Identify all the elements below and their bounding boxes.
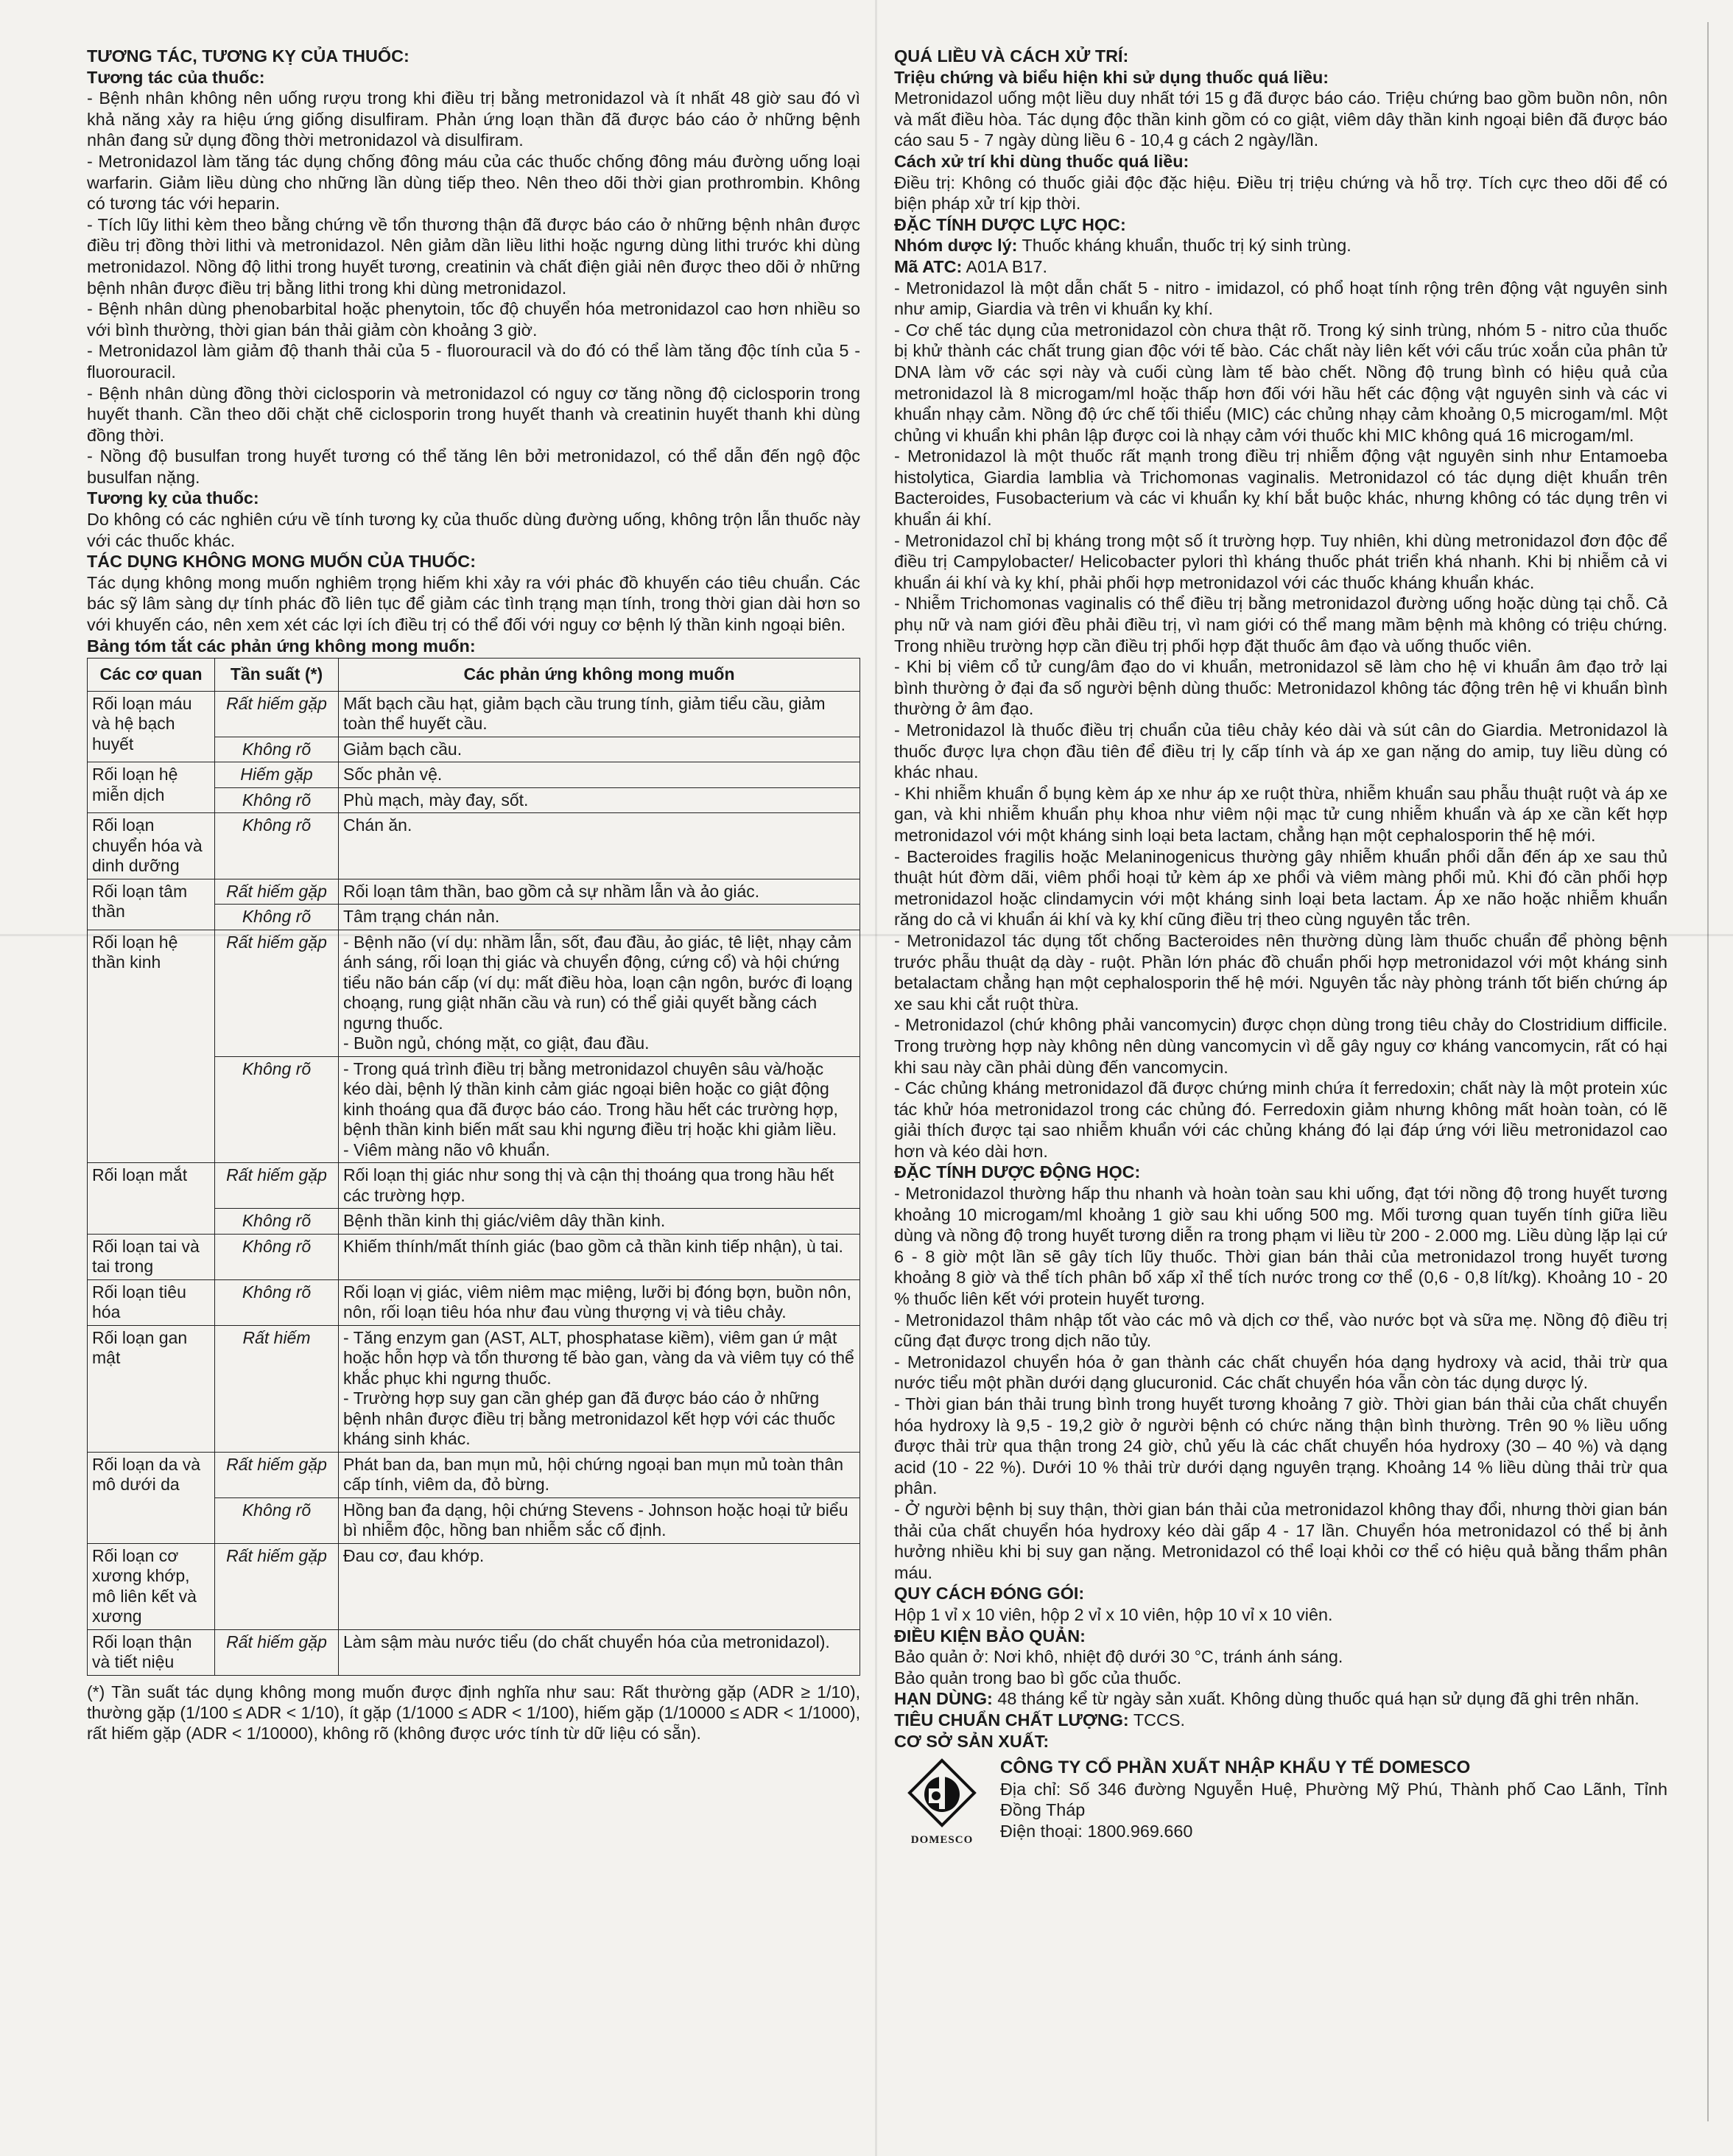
pharmacodynamics-paragraph: - Các chủng kháng metronidazol đã được chứng minh chứa ít ferredoxin; chất này là một protein xúc tác khử hóa metronidazol trong các chủng đó. Ferredoxin giảm nhưng không mất hoàn toàn, có lẽ giải thích được tại sao nhiễm khuẩn với các chủng kháng đó lại đáp ứng với liều metronidazol cao hơn và kéo dài hơn. [894,1078,1667,1161]
organ-cell: Rối loạn gan mật [88,1325,215,1452]
subheading-adverse-table: Bảng tóm tắt các phản ứng không mong muốn: [87,636,476,656]
reaction-cell: Khiếm thính/mất thính giác (bao gồm cả thần kinh tiếp nhận), ù tai. [339,1234,860,1279]
company-address: Địa chỉ: Số 346 đường Nguyễn Huệ, Phường Mỹ Phú, Thành phố Cao Lãnh, Tỉnh Đồng Tháp [1000,1779,1667,1820]
frequency-cell: Rất hiếm gặp [215,691,339,737]
heading-storage: ĐIỀU KIỆN BẢO QUẢN: [894,1626,1086,1646]
pharmacodynamics-paragraph: - Metronidazol là thuốc điều trị chuẩn của tiêu chảy kéo dài và sút cân do Giardia. Metronidazol là thuốc được lựa chọn đầu tiên để điều trị lỵ cấp tính và áp xe gan nặng do amip, tuy liều dùng có khác nhau. [894,720,1667,782]
atc-code [894,256,1667,278]
interaction-paragraph: - Metronidazol làm tăng tác dụng chống đông máu của các thuốc chống đông máu đường uống loại warfarin. Giảm liều dùng cho những lần dùng tiếp theo. Nên theo dõi thời gian prothrombin. Không có tương tác với heparin. [87,151,860,214]
interaction-paragraph: - Metronidazol làm giảm độ thanh thải của 5 - fluorouracil và do đó có thể làm tăng độc tính của 5 - fluorouracil. [87,341,860,382]
reaction-cell: - Tăng enzym gan (AST, ALT, phosphatase kiềm), viêm gan ứ mật hoặc hỗn hợp và tổn thương tế bào gan, vàng da và viêm tụy có thể khắc phục khi ngưng thuốc. - Trường hợp suy gan cần ghép gan đã được báo cáo ở những bệnh nhân được điều trị bằng metronidazol kết hợp với các thuốc kháng sinh khác. [339,1325,860,1452]
table-row [88,1543,860,1629]
frequency-cell: Không rõ [215,905,339,930]
organ-cell: Rối loạn mắt [88,1163,215,1235]
pharmacological-group [894,235,1667,256]
adverse-intro: Tác dụng không mong muốn nghiêm trọng hiếm khi xảy ra với phác đồ khuyến cáo tiêu chuẩn. Các bác sỹ lâm sàng dự tính phác đồ liên tục để giảm các tình trạng mạn tính, trong thời gian dài hơn so với khuyến cáo, nên xem xét các lợi ích điều trị có thể đối với nguy cơ bệnh lý thần kinh ngoại biên. [87,572,860,635]
heading-manufacturer: CƠ SỞ SẢN XUẤT: [894,1731,1050,1751]
frequency-cell: Rất hiếm gặp [215,1629,339,1675]
frequency-cell: Không rõ [215,1497,339,1543]
table-row [88,1325,860,1452]
heading-packaging: QUY CÁCH ĐÓNG GÓI: [894,1584,1085,1604]
packaging-text: Hộp 1 vỉ x 10 viên, hộp 2 vỉ x 10 viên, hộp 10 vỉ x 10 viên. [894,1604,1333,1624]
subheading-drug-interactions: Tương tác của thuốc: [87,67,265,87]
reaction-cell: Rối loạn thị giác như song thị và cận thị thoáng qua trong hầu hết các trường hợp. [339,1163,860,1209]
adverse-effects-table [87,658,860,1676]
interaction-paragraph: - Bệnh nhân không nên uống rượu trong khi điều trị bằng metronidazol và ít nhất 48 giờ sau đó vì khả năng xảy ra hiệu ứng giống disulfiram. Phản ứng loạn thần đã được báo cáo ở những bệnh nhân đang sử dụng đồng thời metronidazol và disulfiram. [87,88,860,150]
reaction-cell: Làm sậm màu nước tiểu (do chất chuyển hóa của metronidazol). [339,1629,860,1675]
organ-cell: Rối loạn thận và tiết niệu [88,1629,215,1675]
organ-cell: Rối loạn da và mô dưới da [88,1452,215,1543]
organ-cell: Rối loạn hệ miễn dịch [88,762,215,813]
pharmacodynamics-paragraph: - Metronidazol (chứ không phải vancomycin) được chọn dùng trong tiêu chảy do Clostridium difficile. Trong trường hợp này không nên dùng vancomycin vì dễ gây nguy cơ kháng vancomycin, rất có hại khi sau này cần phải dùng đến vancomycin. [894,1015,1667,1077]
logo-text: DOMESCO [910,1834,974,1847]
shelf-life-value: 48 tháng kể từ ngày sản xuất. Không dùng thuốc quá hạn sử dụng đã ghi trên nhãn. [997,1689,1639,1709]
interaction-paragraph: - Bệnh nhân dùng phenobarbital hoặc phenytoin, tốc độ chuyển hóa metronidazol cao hơn nhiều so với bình thường, thời gian bán thải giảm còn khoảng 3 giờ. [87,299,860,340]
atc-code-label: Mã ATC: [894,256,963,276]
table-row [88,1163,860,1209]
frequency-cell: Không rõ [215,813,339,879]
storage-text: Bảo quản trong bao bì gốc của thuốc. [894,1668,1182,1688]
interaction-paragraph: - Tích lũy lithi kèm theo bằng chứng về tổn thương thận đã được báo cáo ở những bệnh nhân được điều trị đồng thời lithi và metronidazol. Nên giảm dần liều lithi hoặc ngưng dùng lithi trước khi dùng metronidazol. Nồng độ lithi trong huyết tương, creatinin và chất điện giải nên được theo dõi ở những bệnh nhân được điều trị bằng lithi trong khi dùng metronidazol. [87,214,860,298]
domesco-logo-icon [907,1758,977,1828]
table-row [88,1452,860,1497]
right-column [894,46,1667,1851]
frequency-cell: Không rõ [215,1234,339,1279]
table-footnote: (*) Tần suất tác dụng không mong muốn được định nghĩa như sau: Rất thường gặp (ADR ≥ 1/10), thường gặp (1/100 ≤ ADR < 1/10), ít gặp (1/1000 ≤ ADR < 1/100), hiếm gặp (1/10000 ≤ ADR < 1/1000), rất hiếm gặp (ADR < 1/10000), không rõ (không được ước tính từ dữ liệu có sẵn). [87,1682,860,1743]
heading-adverse-effects: TÁC DỤNG KHÔNG MONG MUỐN CỦA THUỐC: [87,552,476,572]
table-row [88,691,860,737]
pharmacodynamics-paragraph: - Khi bị viêm cổ tử cung/âm đạo do vi khuẩn, metronidazol sẽ làm cho hệ vi khuẩn âm đạo trở lại bình thường ở đại đa số người bệnh dùng thuốc: Metronidazol không tác động trên hệ vi khuẩn bình thường ở âm đạo. [894,657,1667,719]
frequency-cell: Không rõ [215,1279,339,1325]
shelf-life [894,1688,1667,1710]
atc-code-value: A01A B17. [966,256,1048,276]
frequency-cell: Rất hiếm [215,1325,339,1452]
table-row [88,930,860,1056]
pharmacokinetics-paragraph: - Metronidazol thường hấp thu nhanh và hoàn toàn sau khi uống, đạt tới nồng độ trong huyết tương khoảng 10 microgam/ml khoảng 1 giờ sau khi uống 500 mg. Mối tương quan tuyến tính giữa liều dùng và nồng độ trong huyết tương diễn ra trong phạm vi liều từ 200 - 2.000 mg. Liều dùng lặp lại cứ 6 - 8 giờ một lần sẽ gây tích lũy thuốc. Thời gian bán thải của metronidazol trong huyết tương khoảng 8 giờ và thể tích phân bố xấp xỉ thể tích nước trong cơ thể (0,6 - 0,8 lít/kg). Khoảng 10 - 20 % thuốc liên kết với protein huyết tương. [894,1184,1667,1309]
company-name: CÔNG TY CỔ PHẦN XUẤT NHẬP KHẨU Y TẾ DOMESCO [1000,1758,1471,1778]
table-row [88,1279,860,1325]
quality-standard-label: TIÊU CHUẨN CHẤT LƯỢNG: [894,1710,1129,1730]
reaction-cell: - Bệnh não (ví dụ: nhầm lẫn, sốt, đau đầu, ảo giác, tê liệt, nhạy cảm ánh sáng, rối loạn thị giác và chuyển động, cứng cổ) và hội chứng tiểu não bán cấp (ví dụ: mất điều hòa, loạn cận ngôn, bước đi loạng choạng, rung giật nhãn cầu và run) có thể giải quyết bằng cách ngưng thuốc. - Buồn ngủ, chóng mặt, co giật, đau đầu. [339,930,860,1056]
organ-cell: Rối loạn tiêu hóa [88,1279,215,1325]
pharmacodynamics-paragraph: - Khi nhiễm khuẩn ổ bụng kèm áp xe như áp xe ruột thừa, nhiễm khuẩn sau phẫu thuật ruột và áp xe gan, và khi nhiễm khuẩn phụ khoa như viêm nội mạc tử cung nhiễm khuẩn và áp xe cần kết hợp metronidazol với một kháng sinh loại beta lactam, chẳng hạn một cephalosporin thế hệ mới. [894,783,1667,845]
pharmacokinetics-paragraph: - Metronidazol chuyển hóa ở gan thành các chất chuyển hóa dạng hydroxy và acid, thải trừ qua nước tiểu một phần dưới dạng glucuronid. Các chất chuyển hóa vẫn còn tác dụng dược lý. [894,1352,1667,1393]
frequency-cell: Rất hiếm gặp [215,1543,339,1629]
heading-pharmacodynamics: ĐẶC TÍNH DƯỢC LỰC HỌC: [894,214,1126,234]
table-row [88,1234,860,1279]
pharmacodynamics-paragraph: - Cơ chế tác dụng của metronidazol còn chưa thật rõ. Trong ký sinh trùng, nhóm 5 - nitro của thuốc bị khử thành các chất trung gian độc với tế bào. Các chất này liên kết với cấu trúc xoắn của phân tử DNA làm vỡ các sợi này và cuối cùng làm tế bào chết. Nồng độ trung bình có hiệu quả của metronidazol là 8 microgam/ml hoặc thấp hơn đối với hầu hết các động vật nguyên sinh và các vi khuẩn nhạy cảm. Nồng độ ức chế tối thiểu (MIC) các chủng nhạy cảm khoảng 0,5 microgam/ml. Một chủng vi khuẩn khi phân lập được coi là nhạy cảm với thuốc khi MIC không quá 16 microgam/ml. [894,320,1667,445]
frequency-cell: Rất hiếm gặp [215,930,339,1056]
reaction-cell: Chán ăn. [339,813,860,879]
frequency-cell: Rất hiếm gặp [215,1163,339,1209]
pharmacokinetics-paragraph: - Ở người bệnh bị suy thận, thời gian bán thải của metronidazol không thay đổi, nhưng thời gian bán thải của chất chuyển hóa hydroxy kéo dài gấp 4 - 17 lần. Chuyển hóa metronidazol có thể bị ảnh hưởng nhiều khi bị suy gan nặng. Metronidazol có thể loại khỏi cơ thể có hiệu quả bằng thẩm phân máu. [894,1499,1667,1582]
reaction-cell: - Trong quá trình điều trị bằng metronidazol chuyên sâu và/hoặc kéo dài, bệnh lý thần kinh cảm giác ngoại biên hoặc co giật động kinh thoáng qua đã được báo cáo. Trong hầu hết các trường hợp, bệnh thần kinh biến mất sau khi ngưng điều trị hoặc khi giảm liều. - Viêm màng não vô khuẩn. [339,1056,860,1163]
reaction-cell: Hồng ban đa dạng, hội chứng Stevens - Johnson hoặc hoại tử biểu bì nhiễm độc, hồng ban nhiễm sắc cố định. [339,1497,860,1543]
table-row [88,762,860,788]
reaction-cell: Bệnh thần kinh thị giác/viêm dây thần kinh. [339,1209,860,1235]
manufacturer-info [1000,1758,1667,1841]
reaction-cell: Phù mạch, mày đay, sốt. [339,787,860,813]
heading-overdose: QUÁ LIỀU VÀ CÁCH XỬ TRÍ: [894,46,1129,66]
frequency-cell: Không rõ [215,1209,339,1235]
overdose-management-text: Điều trị: Không có thuốc giải độc đặc hiệu. Điều trị triệu chứng và hỗ trợ. Tích cực theo dõi để có biện pháp xử trí kịp thời. [894,172,1667,214]
pharmacological-group-label: Nhóm dược lý: [894,236,1018,256]
adverse-table-body [88,691,860,1675]
reaction-cell: Rối loạn vị giác, viêm niêm mạc miệng, lưỡi bị đóng bợn, buồn nôn, nôn, rối loạn tiêu hóa như đau vùng thượng vị và tiêu chảy. [339,1279,860,1325]
subheading-overdose-symptoms: Triệu chứng và biểu hiện khi sử dụng thuốc quá liều: [894,67,1329,87]
pharmacodynamics-paragraph: - Nhiễm Trichomonas vaginalis có thể điều trị bằng metronidazol đường uống hoặc dùng tại chỗ. Cả phụ nữ và nam giới đều phải điều trị, vì nam giới có thể mang mầm bệnh mà không có triệu chứng. Trong nhiều trường hợp cần điều trị phối hợp đặt thuốc âm đạo và uống thuốc viên. [894,594,1667,656]
quality-standard [894,1710,1667,1731]
reaction-cell: Giảm bạch cầu. [339,737,860,762]
organ-cell: Rối loạn máu và hệ bạch huyết [88,691,215,762]
manufacturer-block [894,1758,1667,1851]
heading-interactions: TƯƠNG TÁC, TƯƠNG KỴ CỦA THUỐC: [87,46,409,66]
organ-cell: Rối loạn tai và tai trong [88,1234,215,1279]
heading-pharmacokinetics: ĐẶC TÍNH DƯỢC ĐỘNG HỌC: [894,1162,1141,1182]
quality-standard-value: TCCS. [1133,1710,1185,1730]
frequency-cell: Không rõ [215,787,339,813]
table-header-reaction: Các phản ứng không mong muốn [339,659,860,692]
table-header-organ: Các cơ quan [88,659,215,692]
shelf-life-label: HẠN DÙNG: [894,1689,993,1709]
reaction-cell: Đau cơ, đau khớp. [339,1543,860,1629]
pharmacodynamics-paragraph: - Metronidazol tác dụng tốt chống Bacteroides nên thường dùng làm thuốc chuẩn để phòng bệnh trước phẫu thuật dạ dày - ruột. Phần lớn phác đồ chuẩn phối hợp metronidazol với một kháng sinh betalactam chẳng hạn một cephalosporin thế hệ mới. Nguyên tắc này phòng tránh tốt biến chứng áp xe sau khi cắt ruột thừa. [894,930,1667,1014]
subheading-incompatibility: Tương kỵ của thuốc: [87,488,259,508]
overdose-symptoms-text: Metronidazol uống một liều duy nhất tới 15 g đã được báo cáo. Triệu chứng bao gồm buồn nôn, nôn và mất điều hòa. Tác dụng độc thần kinh gồm có co giật, viêm dây thần kinh ngoại biên đã được báo cáo sau 5 - 7 ngày dùng liều 6 - 10,4 g cách 2 ngày/lần. [894,88,1667,150]
frequency-cell: Không rõ [215,737,339,762]
pharmacodynamics-paragraph: - Bacteroides fragilis hoặc Melaninogenicus thường gây nhiễm khuẩn phổi dẫn đến áp xe sau thủ thuật hút đờm dãi, viêm phổi hoại tử kèm áp xe phổi và viêm màng phổi mủ. Khi đó cần phối hợp metronidazol hoặc clindamycin với một kháng sinh loại beta lactam. Áp xe não hoặc nhiễm khuẩn răng do cả vi khuẩn ái khí và kỵ khí cũng điều trị theo cùng nguyên tắc trên. [894,846,1667,930]
organ-cell: Rối loạn tâm thần [88,879,215,930]
table-row [88,879,860,905]
interaction-paragraph: - Nồng độ busulfan trong huyết tương có thể tăng lên bởi metronidazol, có thể dẫn đến ngộ độc busulfan nặng. [87,446,860,487]
paper-edge-mark [1707,22,1709,2121]
pharmacodynamics-paragraph: - Metronidazol chỉ bị kháng trong một số ít trường hợp. Tuy nhiên, khi dùng metronidazol đơn độc để điều trị Campylobacter/ Helicobacter pylori thì kháng thuốc phát triển khá nhanh. Khi bị nhiễm cả vi khuẩn ái khí và kỵ khí, phải phối hợp metronidazol với các thuốc kháng khuẩn khác. [894,530,1667,592]
organ-cell: Rối loạn cơ xương khớp, mô liên kết và xương [88,1543,215,1629]
pharmacodynamics-paragraph: - Metronidazol là một thuốc rất mạnh trong điều trị nhiễm động vật nguyên sinh như Entamoeba histolytica, Giardia lamblia và Trichomonas vaginalis. Metronidazol có tác dụng diệt khuẩn trên Bacteroides, Fusobacterium và các vi khuẩn kỵ khí bắt buộc khác, nhưng không có tác dụng trên vi khuẩn ái khí. [894,446,1667,530]
paper-fold-vertical [875,0,877,2156]
frequency-cell: Không rõ [215,1056,339,1163]
reaction-cell: Rối loạn tâm thần, bao gồm cả sự nhầm lẫn và ảo giác. [339,879,860,905]
company-phone: Điện thoại: 1800.969.660 [1000,1821,1193,1841]
pharmacokinetics-paragraph: - Thời gian bán thải trung bình trong huyết tương khoảng 7 giờ. Thời gian bán thải của chất chuyển hóa hydroxy là 9,5 - 19,2 giờ ở người bệnh có chức năng thận bình thường. Trên 90 % liều uống được thải trừ qua thận trong 24 giờ, chủ yếu là các chất chuyển hóa hydroxy (30 – 40 %) và dạng acid (10 - 22 %). Dưới 10 % thải trừ dưới dạng nguyên trạng. Khoảng 14 % liều dùng thải trừ qua phân. [894,1394,1667,1498]
storage-text: Bảo quản ở: Nơi khô, nhiệt độ dưới 30 °C, tránh ánh sáng. [894,1647,1343,1667]
reaction-cell: Tâm trạng chán nản. [339,905,860,930]
reaction-cell: Mất bạch cầu hạt, giảm bạch cầu trung tính, giảm tiểu cầu, giảm toàn thể huyết cầu. [339,691,860,737]
incompatibility-text: Do không có các nghiên cứu về tính tương kỵ của thuốc dùng đường uống, không trộn lẫn thuốc này với các thuốc khác. [87,510,860,550]
reaction-cell: Phát ban da, ban mụn mủ, hội chứng ngoại ban mụn mủ toàn thân cấp tính, viêm da, đỏ bừng. [339,1452,860,1497]
frequency-cell: Hiếm gặp [215,762,339,788]
interaction-paragraph: - Bệnh nhân dùng đồng thời ciclosporin và metronidazol có nguy cơ tăng nồng độ ciclosporin trong huyết thanh. Cần theo dõi chặt chẽ ciclosporin trong huyết thanh và creatinin huyết thanh khi dùng đồng thời. [87,383,860,445]
frequency-cell: Rất hiếm gặp [215,1452,339,1497]
left-column [87,46,860,1744]
table-row [88,813,860,879]
subheading-overdose-management: Cách xử trí khi dùng thuốc quá liều: [894,151,1189,171]
pharmacological-group-value: Thuốc kháng khuẩn, thuốc trị ký sinh trùng. [1022,236,1351,256]
frequency-cell: Rất hiếm gặp [215,879,339,905]
table-header-frequency: Tần suất (*) [215,659,339,692]
domesco-logo [894,1758,990,1851]
pharmacodynamics-paragraph: - Metronidazol là một dẫn chất 5 - nitro - imidazol, có phổ hoạt tính rộng trên động vật nguyên sinh như amip, Giardia và trên vi khuẩn kỵ khí. [894,278,1667,319]
reaction-cell: Sốc phản vệ. [339,762,860,788]
pharmacokinetics-paragraph: - Metronidazol thâm nhập tốt vào các mô và dịch cơ thể, vào nước bọt và sữa mẹ. Nồng độ điều trị cũng đạt được trong dịch não tủy. [894,1310,1667,1351]
table-header-row [88,659,860,692]
table-row [88,1629,860,1675]
organ-cell: Rối loạn hệ thần kinh [88,930,215,1163]
organ-cell: Rối loạn chuyển hóa và dinh dưỡng [88,813,215,879]
